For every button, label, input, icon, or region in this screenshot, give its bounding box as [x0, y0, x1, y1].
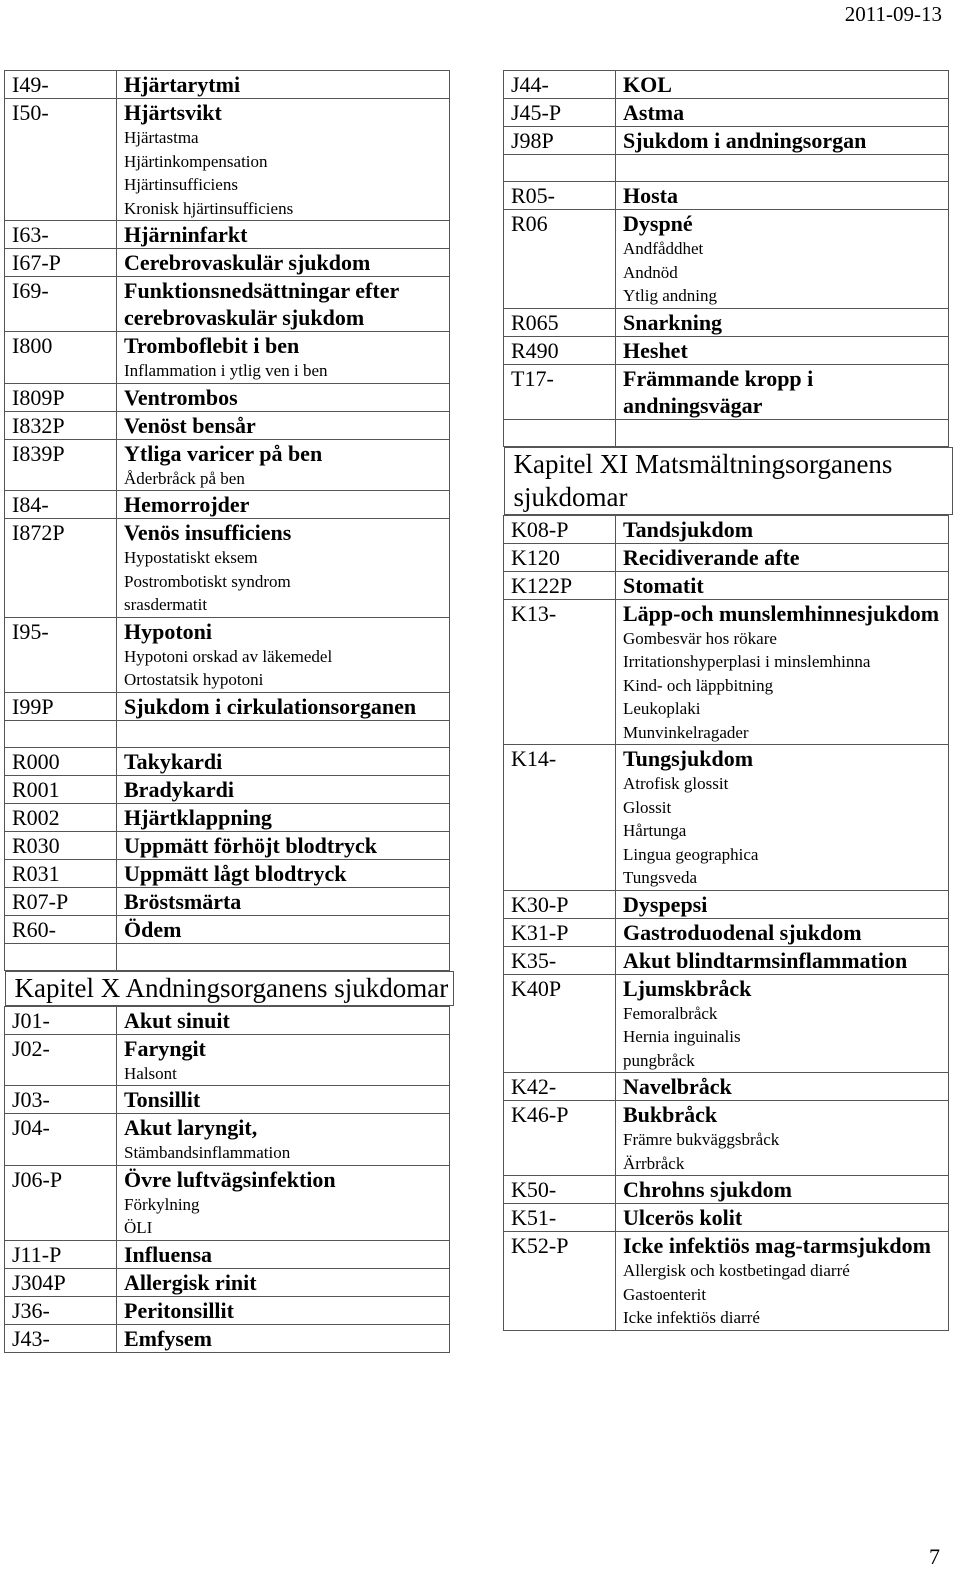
diagnosis-description — [117, 747, 450, 775]
diagnosis-title: Tungsjukdom — [623, 746, 754, 771]
diagnosis-synonym: srasdermatit — [124, 595, 208, 614]
diagnosis-description — [117, 831, 450, 859]
diagnosis-title: Allergisk rinit — [124, 1269, 257, 1295]
diagnosis-code: K46-P — [504, 1101, 616, 1176]
code-row — [5, 332, 450, 384]
code-row — [504, 364, 949, 419]
diagnosis-synonym: Andfåddhet — [623, 239, 704, 258]
code-row — [5, 221, 450, 249]
diagnosis-code: J36- — [5, 1296, 117, 1324]
diagnosis-title: Peritonsillit — [124, 1297, 234, 1323]
code-row — [5, 1240, 450, 1268]
diagnosis-synonym: Hjärtinsufficiens — [124, 175, 238, 194]
diagnosis-code: J44- — [504, 71, 616, 99]
diagnosis-title: Hosta — [623, 183, 678, 208]
diagnosis-synonym: Stämbandsinflammation — [124, 1143, 291, 1162]
diagnosis-description — [117, 915, 450, 943]
diagnosis-synonym: Inflammation i ytlig ven i ben — [124, 361, 328, 380]
diagnosis-description — [616, 71, 949, 99]
diagnosis-code: R001 — [5, 775, 117, 803]
diagnosis-title: Hjärtarytmi — [124, 72, 241, 97]
code-row — [5, 1324, 450, 1352]
diagnosis-description — [117, 71, 450, 99]
diagnosis-description — [117, 617, 450, 692]
diagnosis-code: J04- — [5, 1114, 117, 1166]
diagnosis-synonym: Hjärtinkompensation — [124, 151, 268, 171]
diagnosis-code: R490 — [504, 336, 616, 364]
diagnosis-description — [117, 775, 450, 803]
diagnosis-code: K50- — [504, 1176, 616, 1204]
code-row — [504, 1204, 949, 1232]
diagnosis-synonym: Främre bukväggsbråck — [623, 1130, 780, 1149]
diagnosis-title: Venöst bensår — [124, 412, 256, 438]
chapter-heading: Kapitel X Andningsorganens sjukdomar — [5, 971, 454, 1006]
diagnosis-description — [117, 332, 450, 384]
diagnosis-code: R031 — [5, 859, 117, 887]
diagnosis-synonym: Postrombotiskt syndrom — [124, 571, 291, 591]
diagnosis-code: J01- — [5, 1006, 117, 1034]
diagnosis-code: J43- — [5, 1324, 117, 1352]
diagnosis-synonym: Irritationshyperplasi i minslemhinna — [623, 652, 871, 671]
diagnosis-description — [117, 1324, 450, 1352]
diagnosis-title: Funktionsnedsättningar efter cerebrovaskulär sjukdom — [124, 278, 399, 330]
diagnosis-description — [117, 1086, 450, 1114]
code-row — [5, 99, 450, 221]
diagnosis-code: R07-P — [5, 887, 117, 915]
code-row — [5, 383, 450, 411]
diagnosis-title: Hjärninfarkt — [124, 222, 248, 247]
document-date: 2011-09-13 — [844, 2, 942, 26]
code-row — [5, 915, 450, 943]
code-row — [5, 1006, 450, 1034]
diagnosis-description — [616, 1204, 949, 1232]
diagnosis-code: R002 — [5, 803, 117, 831]
diagnosis-description — [616, 1073, 949, 1101]
diagnosis-code: K122P — [504, 571, 616, 599]
code-row — [504, 1176, 949, 1204]
diagnosis-description — [117, 1268, 450, 1296]
diagnosis-title: Chrohns sjukdom — [623, 1177, 792, 1202]
diagnosis-code: J03- — [5, 1086, 117, 1114]
code-row — [504, 974, 949, 1073]
code-row — [5, 747, 450, 775]
diagnosis-code: K35- — [504, 946, 616, 974]
diagnosis-synonym: Andnöd — [623, 262, 678, 282]
diagnosis-description — [117, 491, 450, 519]
diagnosis-description — [117, 692, 450, 720]
diagnosis-code: J02- — [5, 1034, 117, 1086]
diagnosis-synonym: Åderbråck på ben — [124, 468, 245, 488]
diagnosis-description — [616, 1232, 949, 1331]
diagnosis-description — [117, 1006, 450, 1034]
diagnosis-title: Cerebrovaskulär sjukdom — [124, 250, 371, 275]
diagnosis-code: T17- — [504, 364, 616, 419]
diagnosis-code: I839P — [5, 439, 117, 491]
diagnosis-code: K13- — [504, 599, 616, 745]
diagnosis-title: Gastroduodenal sjukdom — [623, 919, 862, 945]
diagnosis-title: Bradykardi — [124, 776, 235, 802]
diagnosis-title: Recidiverande afte — [623, 544, 800, 570]
diagnosis-code: I872P — [5, 519, 117, 618]
diagnosis-code: K14- — [504, 745, 616, 891]
diagnosis-title: Astma — [623, 100, 685, 125]
diagnosis-synonym: Allergisk och kostbetingad diarré — [623, 1261, 850, 1280]
diagnosis-description — [616, 336, 949, 364]
left-column — [4, 70, 450, 1353]
diagnosis-synonym: Gombesvär hos rökare — [623, 628, 777, 648]
diagnosis-code-table-right — [503, 70, 949, 1331]
diagnosis-description — [616, 974, 949, 1073]
code-row — [504, 182, 949, 210]
diagnosis-title: Icke infektiös mag-tarmsjukdom — [623, 1233, 931, 1258]
code-row — [504, 918, 949, 946]
code-row — [5, 249, 450, 277]
diagnosis-description — [117, 803, 450, 831]
code-row — [5, 617, 450, 692]
diagnosis-synonym: pungbråck — [623, 1050, 695, 1070]
diagnosis-title: Tromboflebit i ben — [124, 333, 300, 358]
code-row — [5, 1268, 450, 1296]
diagnosis-title: Venös insufficiens — [124, 520, 292, 545]
diagnosis-description — [616, 890, 949, 918]
code-row — [504, 336, 949, 364]
diagnosis-description — [117, 277, 450, 332]
diagnosis-description — [117, 519, 450, 618]
diagnosis-title: Bröstsmärta — [124, 888, 242, 914]
diagnosis-title: Dyspné — [623, 211, 693, 236]
diagnosis-title: Ytliga varicer på ben — [124, 440, 323, 466]
diagnosis-description — [117, 411, 450, 439]
diagnosis-title: Dyspepsi — [623, 891, 708, 917]
code-row — [5, 1034, 450, 1086]
code-row — [504, 543, 949, 571]
diagnosis-description — [117, 1296, 450, 1324]
code-row — [504, 571, 949, 599]
diagnosis-code-table-left — [4, 70, 450, 1353]
diagnosis-code: J98P — [504, 127, 616, 155]
diagnosis-title: Ventrombos — [124, 384, 238, 410]
diagnosis-code: I800 — [5, 332, 117, 384]
diagnosis-code: I832P — [5, 411, 117, 439]
diagnosis-synonym: Halsont — [124, 1063, 177, 1083]
diagnosis-title: Ödem — [124, 916, 182, 942]
diagnosis-description — [616, 543, 949, 571]
diagnosis-title: Främmande kropp i andningsvägar — [623, 365, 814, 418]
diagnosis-description — [117, 1165, 450, 1240]
diagnosis-synonym: Hypotoni orskad av läkemedel — [124, 646, 333, 666]
diagnosis-title: Emfysem — [124, 1325, 212, 1351]
diagnosis-title: Influensa — [124, 1241, 213, 1267]
diagnosis-code: J06-P — [5, 1165, 117, 1240]
diagnosis-synonym: Atrofisk glossit — [623, 774, 729, 793]
spacer-row — [5, 943, 450, 970]
diagnosis-title: Snarkning — [623, 309, 723, 335]
diagnosis-synonym: Hårtunga — [623, 821, 687, 840]
code-row — [504, 71, 949, 99]
diagnosis-description — [117, 1034, 450, 1086]
diagnosis-title: Heshet — [623, 337, 688, 363]
code-row — [5, 1296, 450, 1324]
diagnosis-title: KOL — [623, 72, 672, 97]
diagnosis-code: K51- — [504, 1204, 616, 1232]
diagnosis-code: K120 — [504, 543, 616, 571]
diagnosis-title: Tonsillit — [124, 1087, 201, 1112]
diagnosis-title: Navelbråck — [623, 1074, 732, 1099]
diagnosis-title: Hjärtklappning — [124, 804, 272, 830]
code-row — [504, 946, 949, 974]
diagnosis-synonym: Kronisk hjärtinsufficiens — [124, 198, 294, 218]
diagnosis-code: I67-P — [5, 249, 117, 277]
diagnosis-description — [117, 859, 450, 887]
diagnosis-synonym: Tungsveda — [623, 868, 697, 887]
diagnosis-description — [117, 887, 450, 915]
diagnosis-code: K52-P — [504, 1232, 616, 1331]
diagnosis-code: R000 — [5, 747, 117, 775]
code-row — [504, 599, 949, 745]
diagnosis-code: K30-P — [504, 890, 616, 918]
right-column — [503, 70, 949, 1331]
code-row — [504, 210, 949, 309]
diagnosis-code: I49- — [5, 71, 117, 99]
diagnosis-title: Hemorrojder — [124, 492, 250, 517]
code-row — [5, 439, 450, 491]
diagnosis-synonym: Munvinkelragader — [623, 722, 749, 742]
code-row — [504, 127, 949, 155]
page-number: 7 — [929, 1544, 940, 1569]
diagnosis-description — [616, 1101, 949, 1176]
diagnosis-synonym: Hernia inguinalis — [623, 1027, 741, 1046]
diagnosis-description — [117, 99, 450, 221]
code-row — [5, 831, 450, 859]
code-row — [5, 775, 450, 803]
diagnosis-title: Uppmätt lågt blodtryck — [124, 860, 347, 886]
diagnosis-title: Stomatit — [623, 572, 704, 598]
code-row — [5, 1086, 450, 1114]
code-row — [5, 71, 450, 99]
diagnosis-code: K08-P — [504, 515, 616, 543]
diagnosis-description — [616, 210, 949, 309]
code-row — [5, 803, 450, 831]
diagnosis-description — [117, 439, 450, 491]
diagnosis-title: Akut blindtarmsinflammation — [623, 947, 908, 973]
diagnosis-synonym: Femoralbråck — [623, 1003, 718, 1023]
code-row — [5, 491, 450, 519]
diagnosis-title: Faryngit — [124, 1035, 206, 1061]
diagnosis-title: Läpp-och munslemhinnesjukdom — [623, 600, 940, 626]
diagnosis-synonym: Ärrbråck — [623, 1153, 685, 1173]
diagnosis-title: Sjukdom i cirkulationsorganen — [124, 693, 417, 719]
diagnosis-code: J304P — [5, 1268, 117, 1296]
diagnosis-description — [616, 364, 949, 419]
diagnosis-synonym: Hjärtastma — [124, 128, 199, 147]
diagnosis-code: I99P — [5, 692, 117, 720]
diagnosis-description — [616, 918, 949, 946]
diagnosis-title: Takykardi — [124, 748, 223, 774]
code-row — [5, 411, 450, 439]
diagnosis-title: Uppmätt förhöjt blodtryck — [124, 832, 377, 858]
diagnosis-code: R06 — [504, 210, 616, 309]
diagnosis-description — [616, 127, 949, 155]
code-row — [504, 308, 949, 336]
chapter-row — [5, 970, 450, 1006]
diagnosis-description — [117, 1114, 450, 1166]
diagnosis-title: Ulcerös kolit — [623, 1205, 743, 1230]
diagnosis-description — [117, 1240, 450, 1268]
code-row — [5, 277, 450, 332]
diagnosis-code: J45-P — [504, 99, 616, 127]
diagnosis-code: K40P — [504, 974, 616, 1073]
diagnosis-synonym: Hypostatiskt eksem — [124, 548, 258, 567]
diagnosis-title: Övre luftvägsinfektion — [124, 1166, 336, 1192]
diagnosis-description — [616, 599, 949, 745]
diagnosis-title: Ljumskbråck — [623, 975, 752, 1001]
code-row — [504, 745, 949, 891]
diagnosis-code: J11-P — [5, 1240, 117, 1268]
diagnosis-description — [616, 308, 949, 336]
diagnosis-synonym: Leukoplaki — [623, 699, 701, 718]
diagnosis-description — [616, 1176, 949, 1204]
code-row — [504, 1073, 949, 1101]
diagnosis-description — [616, 745, 949, 891]
chapter-row — [504, 446, 949, 515]
diagnosis-description — [616, 946, 949, 974]
code-row — [5, 1165, 450, 1240]
diagnosis-synonym: Gastoenterit — [623, 1284, 707, 1304]
code-row — [5, 692, 450, 720]
diagnosis-description — [616, 99, 949, 127]
diagnosis-title: Hjärtsvikt — [124, 100, 222, 125]
code-row — [5, 859, 450, 887]
diagnosis-code: R065 — [504, 308, 616, 336]
code-row — [5, 519, 450, 618]
diagnosis-synonym: Ortostatsik hypotoni — [124, 670, 264, 689]
diagnosis-description — [616, 515, 949, 543]
code-row — [504, 890, 949, 918]
diagnosis-synonym: ÖLI — [124, 1218, 153, 1237]
diagnosis-title: Hypotoni — [124, 618, 213, 644]
spacer-row — [504, 419, 949, 446]
code-row — [5, 887, 450, 915]
diagnosis-code: I95- — [5, 617, 117, 692]
diagnosis-code: I63- — [5, 221, 117, 249]
diagnosis-synonym: Glossit — [623, 797, 672, 817]
code-row — [504, 515, 949, 543]
diagnosis-description — [117, 383, 450, 411]
diagnosis-code: K42- — [504, 1073, 616, 1101]
diagnosis-code: K31-P — [504, 918, 616, 946]
chapter-heading: Kapitel XI Matsmältningsorganens sjukdomar — [504, 447, 953, 515]
diagnosis-code: I69- — [5, 277, 117, 332]
code-row — [504, 1232, 949, 1331]
diagnosis-description — [117, 221, 450, 249]
diagnosis-code: I50- — [5, 99, 117, 221]
code-row — [504, 99, 949, 127]
diagnosis-title: Sjukdom i andningsorgan — [623, 128, 867, 153]
diagnosis-code: I84- — [5, 491, 117, 519]
spacer-row — [5, 720, 450, 747]
diagnosis-synonym: Icke infektiös diarré — [623, 1308, 760, 1327]
spacer-row — [504, 155, 949, 182]
diagnosis-code: I809P — [5, 383, 117, 411]
diagnosis-title: Tandsjukdom — [623, 516, 754, 542]
diagnosis-description — [117, 249, 450, 277]
diagnosis-title: Bukbråck — [623, 1102, 718, 1127]
diagnosis-code: R030 — [5, 831, 117, 859]
diagnosis-title: Akut sinuit — [124, 1007, 230, 1033]
diagnosis-synonym: Förkylning — [124, 1194, 200, 1214]
diagnosis-synonym: Kind- och läppbitning — [623, 675, 774, 695]
diagnosis-description — [616, 571, 949, 599]
code-row — [504, 1101, 949, 1176]
code-row — [5, 1114, 450, 1166]
diagnosis-code: R60- — [5, 915, 117, 943]
diagnosis-synonym: Ytlig andning — [623, 286, 717, 305]
diagnosis-description — [616, 182, 949, 210]
diagnosis-synonym: Lingua geographica — [623, 844, 759, 864]
diagnosis-title: Akut laryngit, — [124, 1115, 258, 1140]
diagnosis-code: R05- — [504, 182, 616, 210]
